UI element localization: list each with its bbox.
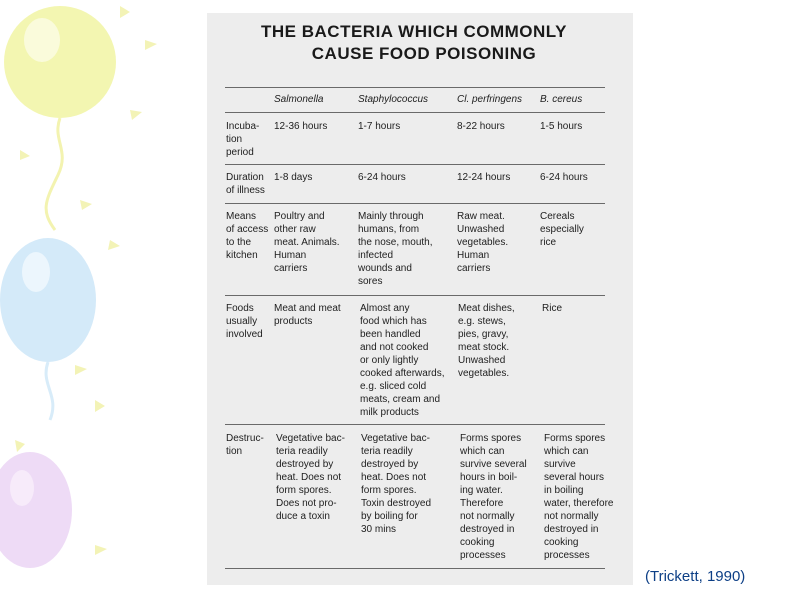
cell-line: 12-36 hours [274, 121, 328, 132]
table-rule [225, 87, 605, 88]
row-label-line: Destruc- [226, 433, 264, 444]
blue-balloon-icon [0, 238, 96, 420]
cell-line: heat. Does not [361, 472, 427, 483]
cell-line: water, therefore [544, 498, 614, 509]
cell-line: humans, from [358, 224, 420, 235]
column-header: Cl. perfringens [457, 94, 523, 105]
row-label [226, 120, 259, 159]
cell-line: sores [358, 276, 383, 287]
cell-line: which can [460, 446, 505, 457]
cell-line: Rice [542, 303, 563, 314]
cell-line: teria readily [361, 446, 413, 457]
cell-line: Poultry and [274, 211, 325, 222]
cell-line: cooking [460, 537, 495, 548]
cell-line: survive [544, 459, 576, 470]
cell-line: 8-22 hours [457, 121, 505, 132]
column-header: Staphylococcus [358, 94, 429, 105]
table-cell [540, 210, 584, 249]
cell-line: products [274, 316, 313, 327]
cell-line: 1-7 hours [358, 121, 401, 132]
cell-line: destroyed in [460, 524, 515, 535]
cell-line: form spores. [361, 485, 417, 496]
cell-line: destroyed by [361, 459, 419, 470]
cell-line: meats, cream and [360, 394, 441, 405]
cell-line: Mainly through [358, 211, 424, 222]
row-label-line: Incuba- [226, 121, 260, 132]
row-label-line: to the [226, 237, 252, 248]
title-line: THE BACTERIA WHICH COMMONLY [261, 22, 567, 41]
table-cell [457, 120, 505, 133]
table-cell [540, 120, 582, 133]
table-cell [540, 171, 588, 184]
row-label [226, 302, 263, 341]
cell-line: Toxin destroyed [361, 498, 432, 509]
cell-line: heat. Does not [276, 472, 342, 483]
cell-line: pies, gravy, [458, 329, 509, 340]
cell-line: or only lightly [360, 355, 419, 366]
row-label-line: involved [226, 329, 263, 340]
cell-line: 1-8 days [274, 172, 313, 183]
cell-line: e.g. stews, [458, 316, 506, 327]
cell-line: Unwashed [458, 355, 506, 366]
table-rule [225, 112, 605, 113]
table-rule [225, 203, 605, 204]
table-cell [274, 302, 341, 328]
row-label [226, 432, 264, 458]
cell-line: processes [544, 550, 590, 561]
cell-line: e.g. sliced cold [360, 381, 427, 392]
cell-line: milk products [360, 407, 419, 418]
cell-line: 12-24 hours [457, 172, 511, 183]
cell-line: 30 mins [361, 524, 397, 535]
table-cell [358, 120, 400, 133]
cell-line: wounds and [358, 263, 412, 274]
page-title [207, 21, 633, 65]
table-rule [225, 164, 605, 165]
cell-line: and not cooked [360, 342, 429, 353]
cell-line: survive several [460, 459, 527, 470]
table-cell [358, 171, 406, 184]
cell-line: Human [274, 250, 307, 261]
cell-line: hours in boil- [460, 472, 518, 483]
table-cell [360, 302, 445, 419]
cell-line: Almost any [360, 303, 410, 314]
purple-balloon-icon [0, 452, 72, 568]
cell-line: teria readily [276, 446, 328, 457]
row-label-line: of illness [226, 185, 265, 196]
cell-line: Therefore [460, 498, 504, 509]
column-header: Salmonella [274, 94, 324, 105]
table-cell [460, 432, 527, 562]
cell-line: Does not pro- [276, 498, 337, 509]
cell-line: Vegetative bac- [361, 433, 430, 444]
cell-line: in boiling [544, 485, 584, 496]
row-label [226, 171, 265, 197]
cell-line: 6-24 hours [358, 172, 406, 183]
table-rule [225, 295, 605, 296]
cell-line: the nose, mouth, [358, 237, 433, 248]
scanned-table-page [207, 13, 633, 585]
cell-line: carriers [274, 263, 308, 274]
table-cell [274, 120, 327, 133]
cell-line: by boiling for [361, 511, 418, 522]
cell-line: been handled [360, 329, 421, 340]
row-label-line: period [226, 147, 254, 158]
table-rule [225, 424, 605, 425]
cell-line: food which has [360, 316, 427, 327]
cell-line: which can [544, 446, 589, 457]
cell-line: Forms spores [544, 433, 606, 444]
row-label-line: Duration [226, 172, 264, 183]
row-label-line: tion [226, 446, 243, 457]
table-cell [544, 432, 613, 562]
row-label-line: Foods [226, 303, 254, 314]
cell-line: vegetables. [458, 368, 510, 379]
cell-line: processes [460, 550, 506, 561]
cell-line: carriers [457, 263, 491, 274]
cell-line: rice [540, 237, 557, 248]
cell-line: 1-5 hours [540, 121, 583, 132]
table-cell [274, 210, 340, 275]
cell-line: Human [457, 250, 490, 261]
row-label-line: of access [226, 224, 269, 235]
table-cell [358, 210, 433, 288]
cell-line: Meat dishes, [458, 303, 515, 314]
row-label-line: Means [226, 211, 257, 222]
cell-line: vegetables. [457, 237, 509, 248]
source-citation: (Trickett, 1990) [645, 568, 746, 585]
table-cell [274, 171, 312, 184]
cell-line: especially [540, 224, 584, 235]
cell-line: 6-24 hours [540, 172, 588, 183]
row-label-line: usually [226, 316, 258, 327]
table-cell [361, 432, 431, 536]
cell-line: Meat and meat [274, 303, 341, 314]
cell-line: Cereals [540, 211, 575, 222]
cell-line: meat. Animals. [274, 237, 340, 248]
cell-line: Vegetative bac- [276, 433, 345, 444]
cell-line: Unwashed [457, 224, 505, 235]
cell-line: not normally [544, 511, 599, 522]
cell-line: ing water. [460, 485, 503, 496]
table-cell [276, 432, 345, 523]
cell-line: meat stock. [458, 342, 510, 353]
table-cell [457, 171, 510, 184]
cell-line: destroyed by [276, 459, 334, 470]
cell-line: cooking [544, 537, 579, 548]
cell-line: duce a toxin [276, 511, 330, 522]
table-rule [225, 568, 605, 569]
cell-line: form spores. [276, 485, 332, 496]
title-line: CAUSE FOOD POISONING [311, 44, 537, 63]
row-label-line: tion [226, 134, 243, 145]
cell-line: Forms spores [460, 433, 522, 444]
table-cell [457, 210, 508, 275]
yellow-balloon-icon [4, 6, 116, 230]
row-label [226, 210, 268, 262]
cell-line: cooked afterwards, [360, 368, 445, 379]
row-label-line: kitchen [226, 250, 258, 261]
cell-line: infected [358, 250, 394, 261]
cell-line: other raw [274, 224, 316, 235]
cell-line: several hours [544, 472, 605, 483]
column-header: B. cereus [540, 94, 583, 105]
table-cell [458, 302, 515, 380]
table-cell [542, 302, 562, 315]
cell-line: Raw meat. [457, 211, 505, 222]
cell-line: not normally [460, 511, 515, 522]
cell-line: destroyed in [544, 524, 599, 535]
